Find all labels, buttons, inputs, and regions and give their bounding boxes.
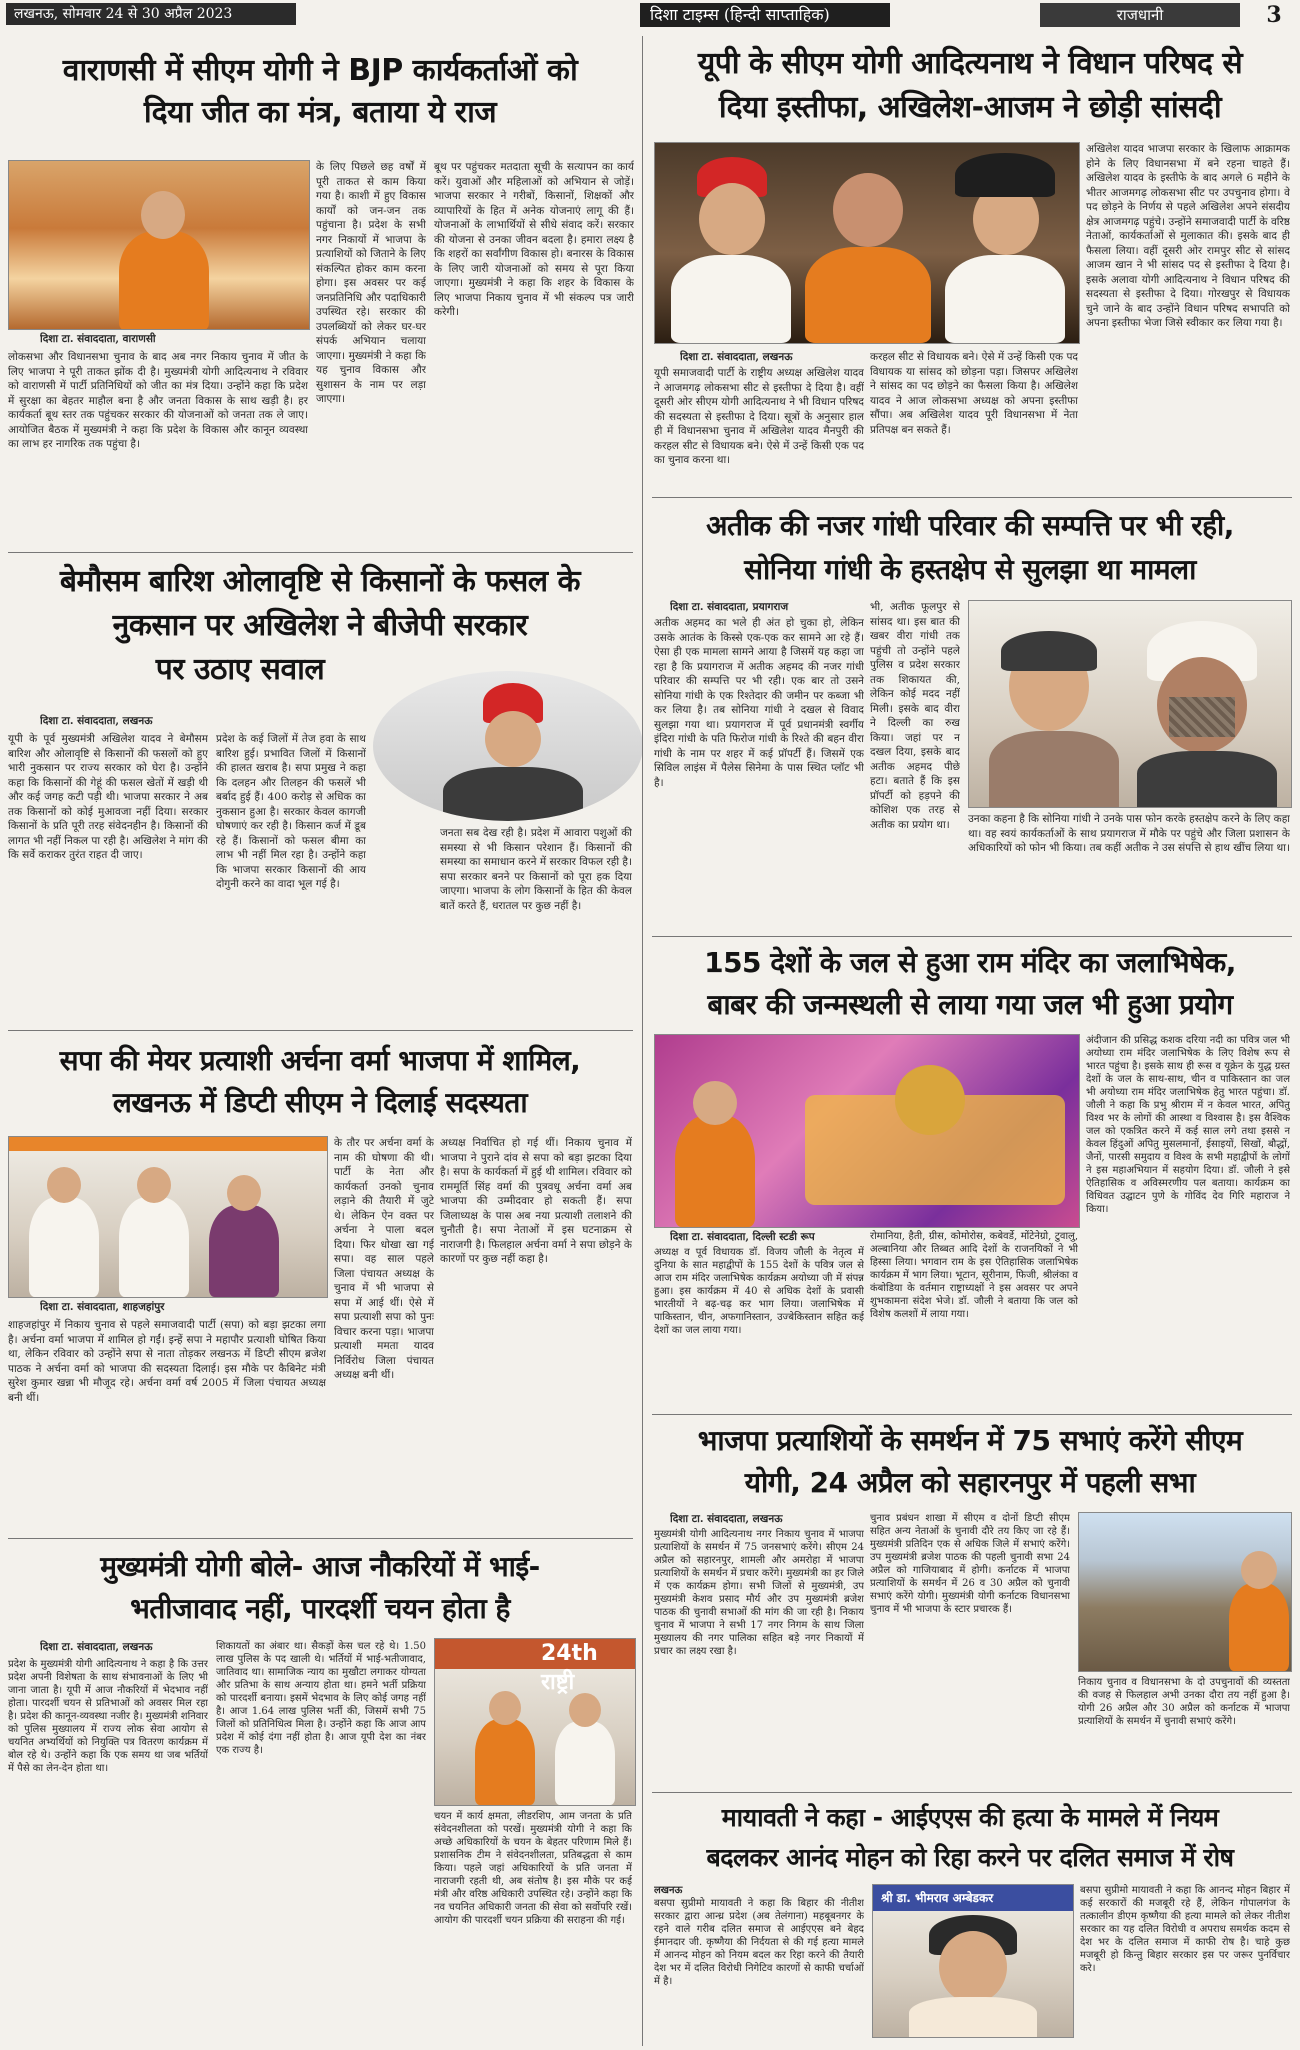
column-2: करहल सीट से विधायक बने। ऐसे में उन्हें किसी एक पद विधायक या सांसद को छोड़ना पड़ा। जिसपर अखिलेश ने सांसद का पद छोड़ने का फैसला किया है। अखिलेश यादव ने आज लोकसभा अध्यक्ष को अपना इस्तीफा सौंपा। अब अखिलेश यादव पूरी विधानसभा में नेता प्रतिपक्ष बन सकते हैं।	[870, 351, 1078, 436]
column-3: अंदीजान की प्रसिद्ध कशक दरिया नदी का पवित्र जल भी अयोध्या राम मंदिर जलाभिषेक के लिए विशेष रूप से भारत पहुंचा है। इसके साथ ही रूस व यूक्रेन के युद्ध ग्रस्त देशों के जल के साथ-साथ, चीन व पाकिस्तान का जल भी अयोध्या राम मंदिर जलाभिषेक हेतु भारत पहुंचा। डॉ. जौली ने कहा कि प्रभु श्रीराम में न केवल भारत, अपितु विश्व भर के लोगों की आस्था व विश्वास है। इस वैश्विक जल को एकत्रित करने में कई साल लगे तथा इससे न केवल हिंदुओं अपितु मुसलमानों, ईसाइयों, सिखों, बौद्धों, जैनों, पारसी समुदाय व विश्व के सभी महाद्वीपों के लोगों ने इस महाअभियान में सहयोग दिया। डॉ. जौली ने इसे ऐतिहासिक व अविस्मरणीय पल बताया। कार्यक्रम का विधिवत उद्घाटन पुणे के गोविंद देव गिरि महाराज ने किया।	[1086, 1035, 1290, 1215]
akhilesh-portrait-photo	[370, 668, 646, 824]
dateline: लखनऊ, सोमवार 24 से 30 अप्रैल 2023	[6, 3, 296, 25]
headline-line-2: बदलकर आनंद मोहन को रिहा करने पर दलित समाज में रोष	[706, 1843, 1234, 1872]
page-number: 3	[1266, 2, 1282, 28]
headline-line-2: लखनऊ में डिप्टी सीएम ने दिलाई सदस्यता	[112, 1086, 528, 1119]
headline	[650, 1420, 1290, 1504]
article-archana-verma	[0, 1036, 640, 1536]
column-1: यूपी समाजवादी पार्टी के राष्ट्रीय अध्यक्ष अखिलेश यादव ने आजमगढ़ लोकसभा सीट से इस्तीफा दे दिया है। वहीं दूसरी ओर सीएम योगी आदित्यनाथ ने भी विधान परिषद की सदस्यता से इस्तीफा दे दिया। सूत्रों के अनुसार हाल ही में विधानसभा चुनाव में अखिलेश यादव मैनपुरी की करहल सीट से विधायक बने। ऐसे में उन्हें किसी एक पद का चुनाव करना था।	[654, 367, 864, 466]
headline-line-1: बेमौसम बारिश ओलावृष्टि से किसानों के फसल के	[59, 564, 581, 599]
headline	[0, 1040, 640, 1124]
yogi-rally-photo	[8, 160, 310, 330]
headline-line-2: सोनिया गांधी के हस्तक्षेप से सुलझा था मामला	[744, 553, 1196, 586]
headline	[0, 50, 640, 134]
mayawati-photo	[872, 1884, 1074, 2038]
byline: दिशा टा. संवाददाता, लखनऊ	[40, 715, 153, 727]
byline: दिशा टा. संवाददाता, प्रयागराज	[670, 601, 789, 613]
headline-line-1: अतीक की नजर गांधी परिवार की सम्पत्ति पर भी रही,	[706, 509, 1234, 542]
headline-line-2: दिया जीत का मंत्र, बताया ये राज	[143, 95, 497, 130]
headline-line-1: मुख्यमंत्री योगी बोले- आज नौकरियों में भाई-	[100, 1550, 540, 1583]
column-1: अध्यक्ष व पूर्व विधायक डॉ. विजय जौली के नेतृत्व में दुनिया के सात महाद्वीपों के 155 देशों के पवित्र जल से आज राम मंदिर जलाभिषेक कार्यक्रम अयोध्या जी में संपन्न हुआ। इस कार्यक्रम में 40 से अधिक देशों के प्रवासी भारतीयों ने बढ़-चढ़ कर भाग लिया। जलाभिषेक में पाकिस्तान, चीन, अफगानिस्तान, उज्बेकिस्तान सहित कई देशों का जल लाया गया।	[654, 1247, 864, 1336]
column-1: प्रदेश के मुख्यमंत्री योगी आदित्यनाथ ने कहा है कि उत्तर प्रदेश अपनी विशेषता के साथ संभावनाओं के लिए भी जाना जाता है। यूपी में आज नौकरियों में भेदभाव नहीं होता। पारदर्शी चयन से प्रतिभाओं को अवसर मिल रहा है। प्रदेश की कानून-व्यवस्था नजीर है। मुख्यमंत्री शनिवार को पुलिस मुख्यालय में राज्य लोक सेवा आयोग से चयनित अभ्यर्थियों को नियुक्ति पत्र वितरण कार्यक्रम में बोल रहे थे। उन्होंने कहा कि एक समय था जब भर्तियों में पैसे का लेन-देन होता था।	[8, 1659, 208, 1774]
byline: दिशा टा. संवाददाता, लखनऊ	[680, 351, 793, 363]
byline: दिशा टा. संवाददाता, दिल्ली स्टडी रूप	[670, 1231, 815, 1243]
column-3: चयन में कार्य क्षमता, लीडरशिप, आम जनता के प्रति संवेदनशीलता को परखें। मुख्यमंत्री योगी ने कहा कि अच्छे अधिकारियों के चयन के बेहतर परिणाम मिले हैं। प्रशासनिक टीम ने संवेदनशीलता, प्रतिबद्धता से काम किया। पहले जहां अधिकारियों के प्रति जनता में नाराजगी रहती थी, अब संतोष है। इस मौके पर कई मंत्री और वरिष्ठ अधिकारी उपस्थित रहे। उन्होंने कहा कि नव चयनित अधिकारी जनता की सेवा को सर्वोपरि रखें। आयोग की पारदर्शी चयन प्रक्रिया की सराहना की गई।	[434, 1811, 632, 1926]
photo-caption: श्री डा. भीमराव अम्बेडकर	[881, 1891, 994, 1905]
photo-banner: 24th राष्ट्री	[541, 1641, 598, 1695]
column-1: लोकसभा और विधानसभा चुनाव के बाद अब नगर निकाय चुनाव में जीत के लिए भाजपा ने पूरी ताकत झोंक दी है। मुख्यमंत्री योगी आदित्यनाथ ने रविवार को वाराणसी में पार्टी प्रतिनिधियों को जीत का मंत्र दिया। उन्होंने कहा कि प्रदेश में सुरक्षा का बेहतर माहौल बना है और जनता विकास के साथ खड़ी है। हर कार्यकर्ता बूथ स्तर तक पहुंचकर सरकार की योजनाओं को जनता तक ले जाए। आयोजित बैठक में मुख्यमंत्री ने कहा कि प्रदेश के विकास और कानून व्यवस्था का लाभ हर नागरिक तक पहुंचा है।	[8, 351, 308, 450]
headline	[650, 1798, 1290, 1878]
publication-name: दिशा टाइम्स (हिन्दी साप्ताहिक)	[640, 3, 890, 27]
headline-line-1: भाजपा प्रत्याशियों के समर्थन में 75 सभाएं करेंगे सीएम	[697, 1424, 1243, 1457]
akhilesh-yogi-azam-photo	[654, 142, 1080, 344]
headline	[650, 504, 1290, 592]
column-2: के तौर पर अर्चना वर्मा के नाम की घोषणा की थी। पार्टी के नेता और कार्यकर्ता उनको चुनाव लड़ाने की तैयारी में जुटे थे। लेकिन ऐन वक्त पर अर्चना ने पाला बदल दिया। फिर धोखा खा गई सपा। वह साल पहले जिला पंचायत अध्यक्ष के चुनाव में भी भाजपा से सपा में आई थीं। ऐसे में सपा प्रत्याशी सपा को पुनः विचार करना पड़ा। भाजपा प्रत्याशी ममता यादव निर्विरोध जिला पंचायत अध्यक्ष बनी थीं।	[334, 1137, 434, 1381]
column-3: जनता सब देख रही है। प्रदेश में आवारा पशुओं की समस्या से भी किसान परेशान हैं। किसानों की समस्या का समाधान करने में सरकार विफल रही है। सपा सरकार बनने पर किसानों को पूरा हक दिया जाएगा। भाजपा के लोग किसानों के हित की केवल बातें करते हैं, धरातल पर कुछ नहीं है।	[440, 827, 632, 912]
article-yogi-recruitment	[0, 1542, 640, 2047]
headline-line-2: भतीजावाद नहीं, पारदर्शी चयन होता है	[130, 1592, 510, 1625]
headline-line-2: योगी, 24 अप्रैल को सहारनपुर में पहली सभा	[744, 1466, 1196, 1499]
headline-line-2: बाबर की जन्मस्थली से लाया गया जल भी हुआ प्रयोग	[707, 988, 1233, 1021]
article-akhilesh-farmers	[0, 556, 640, 1026]
column-1: शाहजहांपुर में निकाय चुनाव से पहले समाजवादी पार्टी (सपा) को बड़ा झटका लगा है। अर्चना वर्मा भाजपा में शामिल हो गईं। इन्हें सपा ने महापौर प्रत्याशी घोषित किया था, लेकिन रविवार को उन्होंने सपा से नाता तोड़कर लखनऊ में डिप्टी सीएम ब्रजेश पाठक ने अर्चना वर्मा को भाजपा की सदस्यता दिलाई। इस मौके पर कैबिनेट मंत्री सुरेश कुमार खन्ना भी मौजूद रहे। अर्चना वर्मा वर्ष 2005 में जिला पंचायत अध्यक्ष बनी थीं।	[8, 1319, 326, 1404]
ram-mandir-abhishek-photo	[654, 1034, 1080, 1228]
headline-line-1: सपा की मेयर प्रत्याशी अर्चना वर्मा भाजपा में शामिल,	[59, 1044, 581, 1077]
column-2: के लिए पिछले छह वर्षों में पूरी ताकत से काम किया गया है। काशी में हुए विकास कार्यों को जन-जन तक पहुंचाना है। प्रदेश के सभी नगर निकायों में भाजपा के प्रत्याशियों को जिताने के लिए संकल्पित होकर काम करना होगा। इस अवसर पर कई जनप्रतिनिधि और पदाधिकारी उपस्थित रहे। सरकार की उपलब्धियों को लेकर घर-घर संपर्क अभियान चलाया जाएगा। मुख्यमंत्री ने कहा कि यह चुनाव विकास और सुशासन के नाम पर लड़ा जाएगा।	[316, 161, 426, 405]
headline-line-1: 155 देशों के जल से हुआ राम मंदिर का जलाभिषेक,	[704, 946, 1236, 979]
headline-line-3: पर उठाए सवाल	[155, 652, 325, 687]
column-3: बूथ पर पहुंचकर मतदाता सूची के सत्यापन का कार्य करें। युवाओं और महिलाओं को अभियान से जोड़ें। भाजपा सरकार ने गरीबों, किसानों, शिक्षकों और व्यापारियों के हित में अनेक योजनाएं लागू की हैं। योजनाओं के लाभार्थियों से सीधे संवाद करें। सरकार की योजना से उनका जीवन बदला है। हमारा लक्ष्य है कि शहरों का सर्वांगीण विकास हो। बनारस के विकास के लिए जारी योजनाओं को समय से पूरा किया जाएगा। मुख्यमंत्री ने कहा कि शहर के विकास के लिए भाजपा निकाय चुनाव में भी संकल्प पत्र जारी करेगी।	[434, 161, 634, 318]
yogi-event-photo	[434, 1638, 636, 1806]
byline: लखनऊ	[654, 1885, 683, 1896]
column-2: बसपा सुप्रीमो मायावती ने कहा कि आनन्द मोहन बिहार में कई सरकारों की मजबूरी रहे हैं, लेकिन गोपालगंज के तत्कालीन डीएम कृष्णैया की हत्या मामले को लेकर नीतीश सरकार का यह दलित विरोधी व अपराध समर्थक कदम से देश भर के दलित समाज में काफी रोष है। चाहे कुछ मजबूरी हो किन्तु बिहार सरकार इस पर जरूर पुनर्विचार करे।	[1080, 1885, 1290, 1974]
column-3: उनका कहना है कि सोनिया गांधी ने उनके पास फोन करके हस्तक्षेप करने के लिए कहा था। वह स्वयं कार्यकर्ताओं के साथ प्रयागराज में मौके पर पहुंचे और जिला प्रशासन के अधिकारियों को फोन भी किया। तब कहीं अतीक ने उस संपत्ति से हाथ खींच लिया था।	[968, 813, 1290, 854]
column-2: चुनाव प्रबंधन शाखा में सीएम व दोनों डिप्टी सीएम सहित अन्य नेताओं के चुनावी दौरे तय किए जा रहे हैं। मुख्यमंत्री प्रतिदिन एक से अधिक जिले में सभाएं करेंगे। उप मुख्यमंत्री ब्रजेश पाठक की पहली चुनावी सभा 24 अप्रैल को गाजियाबाद में होगी। कर्नाटक में भाजपा प्रत्याशियों के समर्थन में 26 व 30 अप्रैल को चुनावी सभाएं करेंगे योगी। मुख्यमंत्री योगी कर्नाटक विधानसभा चुनाव में भी भाजपा के स्टार प्रचारक हैं।	[870, 1513, 1070, 1615]
byline: दिशा टा. संवाददाता, शाहजहांपुर	[40, 1301, 165, 1313]
article-varanasi-yogi	[0, 40, 640, 550]
headline-line-1: मायावती ने कहा - आईएएस की हत्या के मामले में नियम	[721, 1803, 1219, 1832]
column-2: प्रदेश के कई जिलों में तेज हवा के साथ बारिश हुई। प्रभावित जिलों में किसानों की हालत खराब है। सपा प्रमुख ने कहा कि दलहन और तिलहन की फसलें भी बर्बाद हुई हैं। 400 करोड़ से अधिक का नुकसान हुआ है। सरकार केवल कागजी घोषणाएं कर रही है। किसान कर्ज में डूब रहे हैं। किसानों को फसल बीमा का लाभ भी नहीं मिल रहा है। उन्होंने कहा कि भाजपा सरकार किसानों की आय दोगुनी करने का वादा भूल गई है।	[216, 733, 366, 890]
column-2: रोमानिया, हैती, ग्रीस, कोमोरोस, कबेवर्डे, मोंटेनेग्रो, टुवालु, अल्बानिया और तिब्बत आदि देशों के राजनयिकों ने भी हिस्सा लिया। भगवान राम के इस ऐतिहासिक जलाभिषेक कार्यक्रम में भाग लिया। भूटान, सूरीनाम, फिजी, श्रीलंका व कंबोडिया के वर्तमान राष्ट्राध्यक्षों ने इस अवसर पर अपने शुभकामना संदेश भेजे। डॉ. जौली ने बताया कि जल को विशेष कलशों में लाया गया।	[870, 1231, 1078, 1320]
column-2: भी, अतीक फूलपुर से सांसद था। इस बात की खबर वीरा गांधी तक पहुंची तो उन्होंने पहले पुलिस व प्रदेश सरकार तक शिकायत की, लेकिन कोई मदद नहीं मिली। इसके बाद वीरा ने दिल्ली का रुख किया। जहां पर न दखल दिया, इसके बाद अतीक अहमद पीछे हटा। बताते हैं कि इस प्रॉपर्टी को हड़पने की कोशिश एक तरह से अतीक का प्रयोग था।	[870, 601, 960, 831]
headline-line-1: यूपी के सीएम योगी आदित्यनाथ ने विधान परिषद से	[697, 46, 1243, 81]
column-3: अखिलेश यादव भाजपा सरकार के खिलाफ आक्रामक होने के लिए विधानसभा में बने रहना चाहते हैं। अखिलेश यादव के इस्तीफे के बाद अगले 6 महीने के भीतर आजमगढ़ लोकसभा सीट पर उपचुनाव होगा। वे पद छोड़ने के निर्णय से पहले अखिलेश अपने संसदीय क्षेत्र आजमगढ़ पहुंचे। उन्होंने समाजवादी पार्टी के वरिष्ठ नेताओं, कार्यकर्ताओं से मुलाकात की। इसके बाद ही फैसला लिया। वहीं दूसरी ओर रामपुर सीट से सांसद आजम खान ने भी सांसद पद से इस्तीफा दे दिया है। इसके अलावा योगी आदित्यनाथ ने विधान परिषद की सदस्यता से इस्तीफा दे दिया। गोरखपुर से विधायक चुने जाने के बाद उन्होंने विधान परिषद सभापति को अपना इस्तीफा भेजा जिसे स्वीकार कर लिया गया है।	[1086, 143, 1290, 329]
column-3: अध्यक्ष निर्वाचित हो गई थीं। निकाय चुनाव में भाजपा ने पुराने दांव से सपा को बड़ा झटका दिया है। सपा के कार्यकर्ता में हुई थी शामिल। रविवार को राममूर्ति सिंह वर्मा की पुत्रवधू अर्चना वर्मा अब भाजपा की उम्मीदवार हो सकती हैं। सपा जिलाध्यक्ष के पास अब नया प्रत्याशी तलाशने की चुनौती है। सपा नेताओं में इस घटनाक्रम से नाराजगी है। फिलहाल अर्चना वर्मा ने सपा छोड़ने के कारणों पर कुछ नहीं कहा है।	[440, 1137, 632, 1265]
column-1: बसपा सुप्रीमो मायावती ने कहा कि बिहार की नीतीश सरकार द्वारा आन्ध्र प्रदेश (अब तेलंगाना) महबूबनगर के रहने वाले गरीब दलित समाज से आईएएस बने बेहद ईमानदार जी. कृष्णैया की निर्दयता से की गई हत्या मामले में आनन्द मोहन को नियम बदल कर रिहा करने की तैयारी देश भर में दलित विरोधी निगेटिव कारणों से काफी चर्चाओं में है।	[654, 1898, 864, 1987]
headline	[650, 42, 1290, 130]
headline	[650, 942, 1290, 1026]
article-mayawati	[650, 1796, 1300, 2048]
headline-line-1: वाराणसी में सीएम योगी ने BJP कार्यकर्ताओं को	[62, 53, 578, 88]
joining-ceremony-photo	[8, 1136, 328, 1298]
article-atiq-gandhi	[650, 500, 1300, 940]
article-yogi-resignation	[650, 40, 1300, 495]
headline	[0, 1546, 640, 1630]
headline-line-2: नुकसान पर अखिलेश ने बीजेपी सरकार	[112, 608, 528, 643]
article-yogi-rallies	[650, 1418, 1300, 1790]
sonia-atiq-photo	[968, 600, 1292, 808]
byline: दिशा टा. संवाददाता, लखनऊ	[670, 1513, 783, 1525]
column-1: मुख्यमंत्री योगी आदित्यनाथ नगर निकाय चुनाव में भाजपा प्रत्याशियों के समर्थन में 75 जनसभाएं करेंगे। सीएम 24 अप्रैल को सहारनपुर, शामली और अमरोहा में भाजपा प्रत्याशियों के समर्थन में प्रचार करेंगे। मुख्यमंत्री का हर जिले में एक कार्यक्रम होगा। सभी जिलों से मुख्यमंत्री, उप मुख्यमंत्री केशव प्रसाद मौर्य और उप मुख्यमंत्री ब्रजेश पाठक की चुनावी सभाओं की मांग की जा रही है। निकाय चुनाव में भाजपा ने सभी 17 नगर निगम के साथ जिला मुख्यालय की नगर पालिका सहित बड़े नगर निकायों में प्रचार का लक्ष्य रखा है।	[654, 1529, 864, 1657]
column-2: शिकायतों का अंबार था। सैकड़ों केस चल रहे थे। 1.50 लाख पुलिस के पद खाली थे। भर्तियों में भाई-भतीजावाद, जातिवाद था। सामाजिक न्याय का मुखौटा लगाकर योग्यता और प्रतिभा के साथ अन्याय होता था। हमने भर्ती प्रक्रिया को पारदर्शी बनाया। इसमें भेदभाव के लिए कोई जगह नहीं है। आज 1.64 लाख पुलिस भर्ती की, जिसमें सभी 75 जिलों को प्रतिनिधित्व मिला है। उन्होंने कहा कि आज आप प्रदेश में कोई दंगा नहीं होता है। आज यूपी देश का नंबर एक राज्य है।	[216, 1641, 426, 1756]
column-3: निकाय चुनाव व विधानसभा के दो उपचुनावों की व्यस्तता की वजह से फिलहाल अभी उनका दौरा तय नहीं हुआ है। योगी 26 अप्रैल और 30 अप्रैल को कर्नाटक में भाजपा प्रत्याशियों के समर्थन में चुनावी सभाएं करेंगे।	[1078, 1677, 1290, 1727]
section-label: राजधानी	[1040, 3, 1240, 27]
column-1: अतीक अहमद का भले ही अंत हो चुका हो, लेकिन उसके आतंक के किस्से एक-एक कर सामने आ रहे हैं। ऐसा ही एक मामला सामने आया है जिसमें यह कहा जा रहा है कि प्रयागराज में अतीक अहमद की नजर गांधी परिवार की सम्पत्ति पर भी रही। एक बार तो उसने सोनिया गांधी के एक रिश्तेदार की जमीन पर कब्जा भी कर लिया है। तब सोनिया गांधी ने दखल से विवाद सुलझा गया था। प्रयागराज में पूर्व प्रधानमंत्री स्वर्गीय इंदिरा गांधी के पति फिरोज गांधी के रिश्ते की बहन वीरा गांधी के नाम पर शहर में कई प्रॉपर्टी हैं। जिसमें एक सिविल लाइंस में पैलेस सिनेमा के पास स्थित प्लॉट भी है।	[654, 617, 864, 789]
column-1: यूपी के पूर्व मुख्यमंत्री अखिलेश यादव ने बेमौसम बारिश और ओलावृष्टि से किसानों की फसलों को हुए भारी नुकसान पर राज्य सरकार को घेरा है। उन्होंने कहा कि किसानों की गेहूं की फसल खेतों में खड़ी थी और कई जगह कटी पड़ी थी। भाजपा सरकार ने अब तक किसानों को कोई मुआवजा नहीं दिया। सरकार किसानों के प्रति पूरी तरह संवेदनहीन है। किसानों की लागत भी नहीं निकल पा रही है। अखिलेश ने मांग की कि सर्वे कराकर तुरंत राहत दी जाए।	[8, 733, 208, 861]
byline: दिशा टा. संवाददाता, वाराणसी	[40, 333, 156, 345]
yogi-crowd-photo	[1078, 1512, 1292, 1672]
byline: दिशा टा. संवाददाता, लखनऊ	[40, 1641, 153, 1653]
masthead	[0, 0, 1300, 34]
article-ram-mandir	[650, 940, 1300, 1415]
headline-line-2: दिया इस्तीफा, अखिलेश-आजम ने छोड़ी सांसदी	[718, 90, 1222, 125]
